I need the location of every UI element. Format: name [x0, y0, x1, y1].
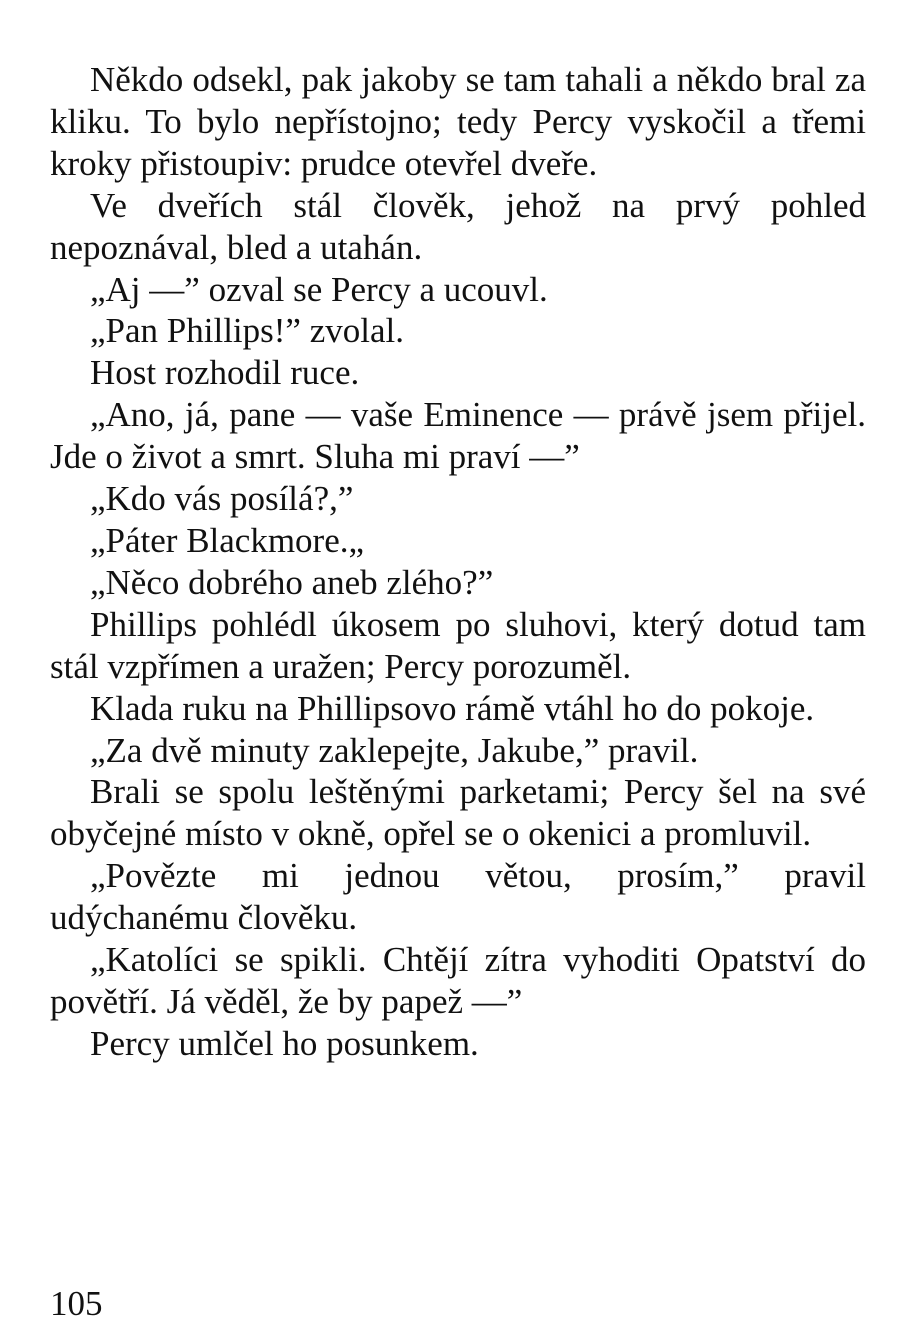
- page-text: [50, 59, 866, 1065]
- paragraph: „Kdo vás posílá?,”: [90, 479, 354, 519]
- paragraph: Brali se spolu leštěnými parketami; Percy šel na své obyčejné místo v okně, opřel se o okenici a promluvil.: [50, 772, 866, 854]
- paragraph: Klada ruku na Phillipsovo rámě vtáhl ho do pokoje.: [90, 688, 815, 728]
- paragraph: Percy umlčel ho posunkem.: [90, 1023, 479, 1063]
- paragraph: „Páter Blackmore.„: [90, 520, 365, 560]
- paragraph: „Povězte mi jednou větou, prosím,” pravil udýchanému člověku.: [50, 856, 866, 938]
- paragraph: „Něco dobrého aneb zlého?”: [90, 562, 494, 602]
- paragraph: Phillips pohlédl úkosem po sluhovi, který dotud tam stál vzpřímen a uražen; Percy porozuměl.: [50, 604, 866, 686]
- paragraph: Ve dveřích stál člověk, jehož na prvý pohled nepoznával, bled a utahán.: [50, 185, 866, 267]
- paragraph: „Pan Phillips!” zvolal.: [90, 311, 404, 351]
- paragraph: „Aj —” ozval se Percy a ucouvl.: [90, 269, 548, 309]
- page-number: 105: [50, 1284, 103, 1323]
- paragraph: Host rozhodil ruce.: [90, 353, 360, 393]
- paragraph: „Katolíci se spikli. Chtějí zítra vyhoditi Opatství do povětří. Já věděl, že by papež —”: [50, 940, 866, 1021]
- paragraph: „Ano, já, pane — vaše Eminence — právě jsem přijel. Jde o život a smrt. Sluha mi praví —”: [50, 395, 866, 477]
- paragraph: Někdo odsekl, pak jakoby se tam tahali a někdo bral za kliku. To bylo nepřístojno; tedy Percy vyskočil a třemi kroky přistoupiv: prudce otevřel dveře.: [50, 60, 866, 183]
- paragraph: „Za dvě minuty zaklepejte, Jakube,” pravil.: [90, 730, 699, 770]
